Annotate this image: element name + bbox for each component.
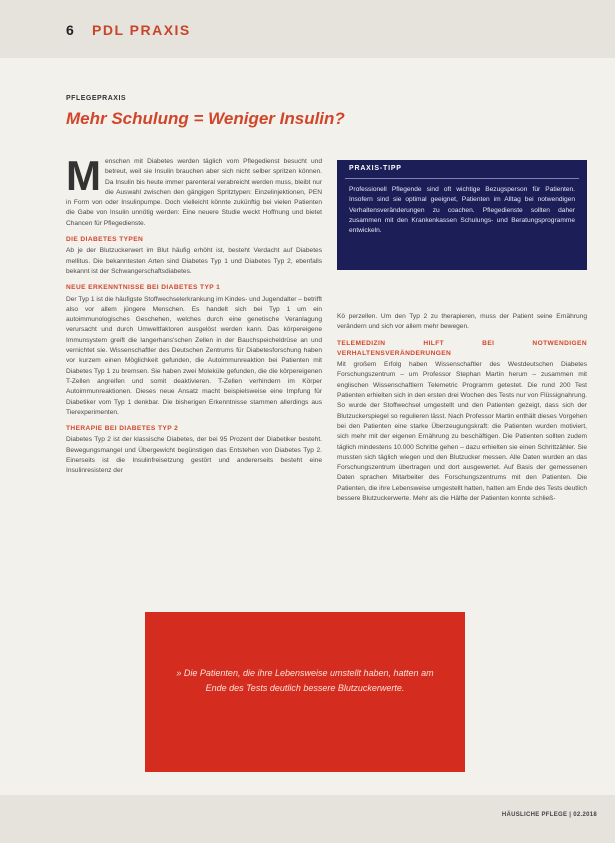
paragraph-type1: Der Typ 1 ist die häufigste Stoffwechselerkrankung im Kindes- und Jugendalter – betrifft also vor allem jüngere Menschen. Es handelt sich bei Typ 1 um ein autoimmunologisches Geschehen, welches durch eine genetische Veranlagung verursacht und durch Umweltfaktoren ausgelöst werden kann. Das körpereigene Immunsystem greift die langerhans'schen Zellen in der Bauchspeicheldrüse an und vernichtet sie. Wissenschaftler des Deutschen Zentrums für Diabetesforschung haben vor kurzem einen Möglichkeit gefunden, die Autoimmunreaktion bei Patienten mit Diabetes Typ 1 zu bremsen. Sie haben zwei Moleküle gefunden, die die körpereigenen T-Zellen angreifen und somit deaktivieren. T-Zellen verhindern im Körper Autoimmunreaktionen. Dieses neue Ansatz macht beispielsweise eine Impfung für Diabetiker vom Typ 1 denkbar. Die bisherigen Erkenntnisse stammen allerdings aus Tierexperimenten. [66,295,322,416]
footer-band [0,795,615,843]
paragraph-diabetes-types: Ab je der Blutzuckerwert im Blut häufig erhöht ist, besteht Verdacht auf Diabetes mellitus. Die bekanntesten Arten sind Diabetes Typ 1 und Diabetes Typ 2, ebenfalls bekannt ist der Schwangerschaftsdiabetes. [66,247,322,275]
subheading-type2: THERAPIE BEI DIABETES TYP 2 [66,425,179,433]
paragraph-telemedizin: Mit großem Erfolg haben Wissenschaftler des Westdeutschen Diabetes Forschungszentrum – um Professor Stephan Martin herum – zusammen mit englischen Wissenschaftlern Telemetric Programm getestet. Die rund 200 Test Patienten erhielten sich in den ersten drei Wochen des Tests nur von Flüssignahrung. So wurde der Stoffwechsel umgestellt und den Patienten gezeigt, dass sich der Blutzuckerspiegel so regulieren lässt. Nach Professor Martin enthält dieses Vorgehen bei den Patienten eine starke Überzeugungskraft: die Patienten wurden motiviert, sich mehr mit der eigenen Ernährung zu beschäftigen. Die Patienten sollten zudem täglich mindestens 10.000 Schritte gehen – dazu erhielten sie einen Schrittzähler. Sie mussten sich täglich wiegen und den Blutzucker messen. Alle Daten wurden an das Forschungszentrum übertragen und dort ausgewertet. Auf Basis der gemessenen Daten sprachen Mitarbeiter des Forschungszentrums mit den Patienten. Die Patienten, die ihre Lebensweise umgestellt hatten, hatten am Ende des Tests deutlich bessere Blutzuckerwerte. Mehr als die Hälfte der Patienten konnte schließ- [337,361,587,503]
footer-text: HÄUSLICHE PFLEGE | 02.2018 [501,812,597,818]
drop-cap: M [66,152,101,199]
praxis-tipp-text: Professionell Pflegende sind oft wichtige Bezugsperson für Patienten. Insofern sind sie optimal geeignet, Patienten im Alltag bei notwendigen Verhaltensveränderungen zu coachen. Pflegedienste sollten daher zusammen mit den Krankenkassen Schulungs- und Beratungsprogramme entwickeln. [349,186,575,235]
intro-text: enschen mit Diabetes werden täglich vom Pflegedienst besucht und betreut, weil sie Insulin brauchen aber sich nicht selber spritzen können. Da Insulin bis heute immer parenteral verabreicht werden muss, bleibt nur die Auswahl zwischen den gängigen Spritztypen: Einzelinjektionen, PEN in Form von oder Insulinpumpe. Doch vielleicht könnte zukünftig bei vielen Patienten die Gabe von Insulin unnötig werden: Eine neuere Studie weckt Hoffnung und bietet Chancen für Pflegedienste. [66,158,322,227]
article-headline: Mehr Schulung = Weniger Insulin? [66,109,345,128]
section-title: PDL PRAXIS [92,22,191,38]
subheading-type1: NEUE ERKENNTNISSE BEI DIABETES TYP 1 [66,284,221,292]
praxis-tipp-divider [345,178,579,179]
subheading-diabetes-types: DIE DIABETES TYPEN [66,236,144,244]
subheading-telemedizin: TELEMEDIZIN HILFT BEI NOTWENDIGEN VERHALTENSVERÄNDERUNGEN [337,339,587,357]
pull-quote-text: » Die Patienten, die ihre Lebensweise umstellt haben, hatten am Ende des Tests deutlich bessere Blutzuckerwerte. [176,668,434,693]
left-column [66,152,322,483]
pull-quote-box [145,612,465,772]
praxis-tipp-box [337,160,587,270]
paragraph-type2: Diabetes Typ 2 ist der klassische Diabetes, der bei 95 Prozent der Diabetiker besteht. Bewegungsmangel und Übergewicht begünstigen das Entstehen von Diabetes Typ 2. Einerseits ist die Insulinfreisetzung gestört und andererseits besteht eine Insulinresistenz der [66,436,322,475]
page-number: 6 [66,22,74,38]
paragraph-type2-continued: Kö perzellen. Um den Typ 2 zu therapieren, muss der Patient seine Ernährung verändern und sich vor allem mehr bewegen. [337,313,587,331]
praxis-tipp-title: PRAXIS-TIPP [349,165,402,172]
category-label: PFLEGEPRAXIS [66,95,127,102]
intro-paragraph [66,152,322,229]
right-column [337,312,587,510]
